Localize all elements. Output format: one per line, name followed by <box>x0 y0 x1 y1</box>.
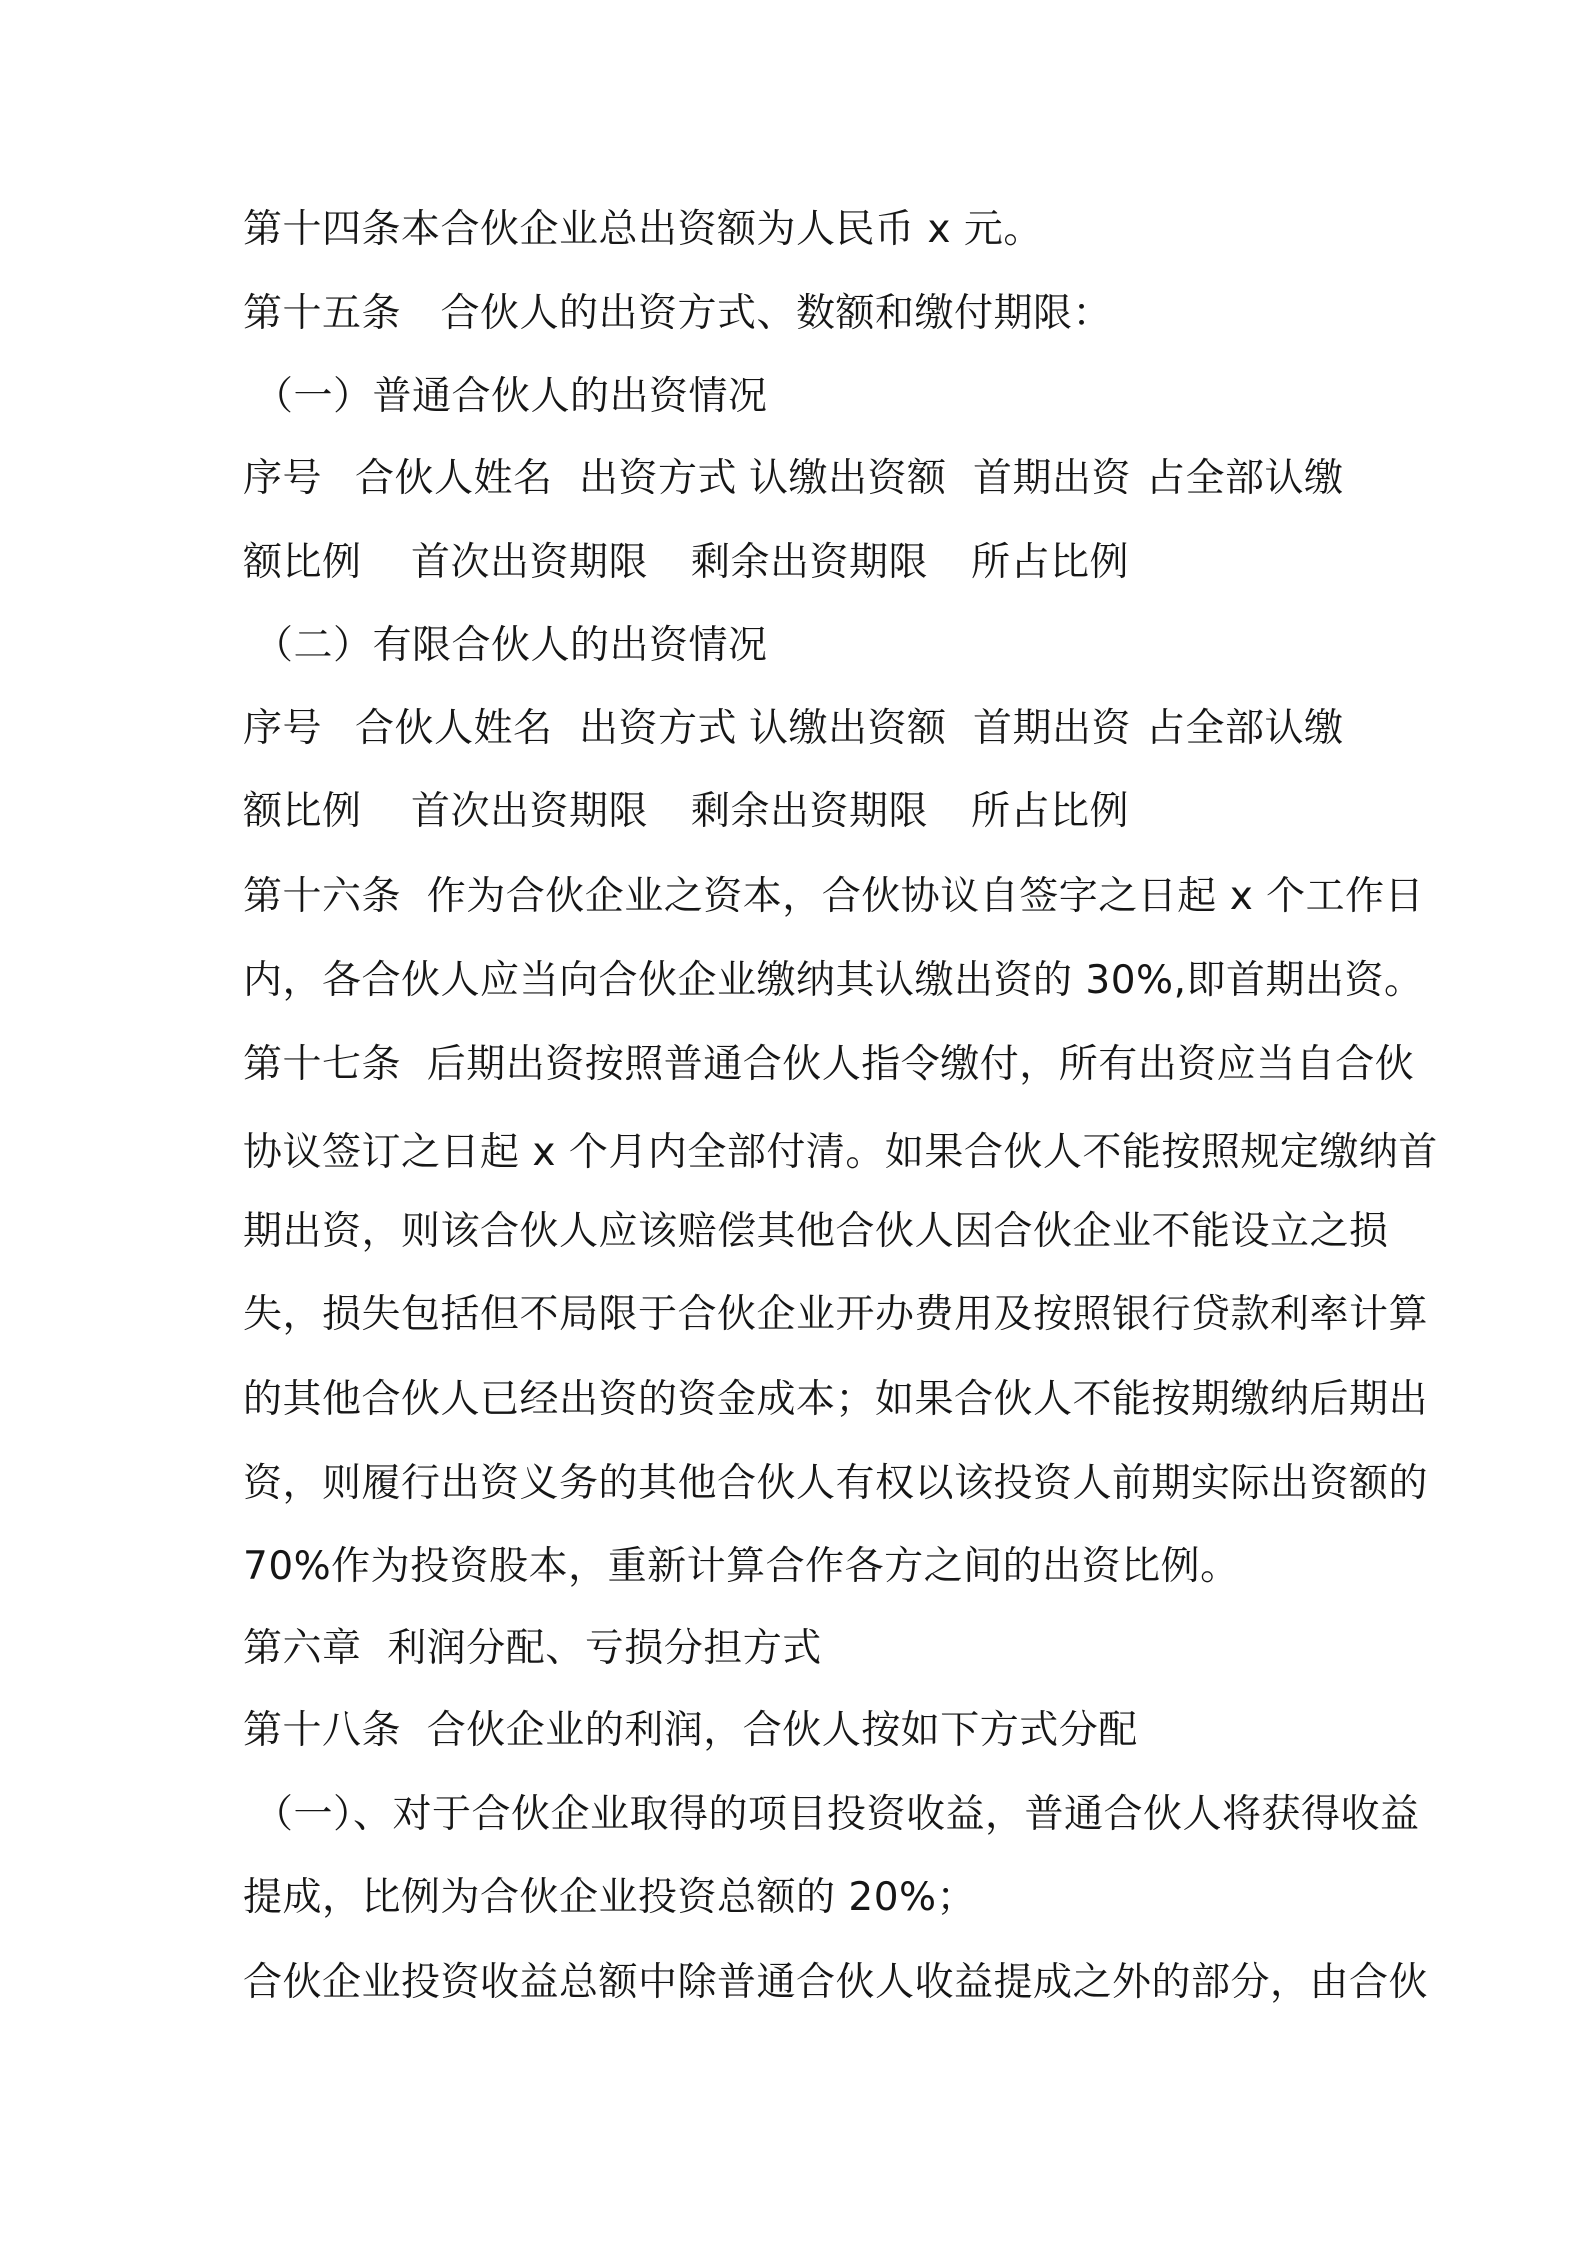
article-15: 第十五条 合伙人的出资方式、数额和缴付期限： <box>243 291 1113 336</box>
table-header-row-1 <box>243 453 1363 505</box>
article-17-line-4: 失，损失包括但不局限于合伙企业开办费用及按照银行贷款利率计算 <box>243 1292 1429 1337</box>
col-serial: 序号 <box>243 706 323 751</box>
article-18-item-1-line-2: 提成，比例为合伙企业投资总额的 20%； <box>243 1875 977 1920</box>
article-17-line-6: 资，则履行出资义务的其他合伙人有权以该投资人前期实际出资额的 <box>243 1461 1429 1506</box>
table-header-row-3 <box>243 703 1363 755</box>
article-16-line-1: 第十六条 作为合伙企业之资本，合伙协议自签字之日起 x 个工作日 <box>243 874 1425 919</box>
col-first-deadline: 首次出资期限 <box>411 789 649 834</box>
table-header-row-4 <box>243 786 1363 838</box>
article-18: 第十八条 合伙企业的利润，合伙人按如下方式分配 <box>243 1708 1138 1753</box>
col-share-ratio: 所占比例 <box>971 540 1130 585</box>
article-18-item-2-line-1: 合伙企业投资收益总额中除普通合伙人收益提成之外的部分，由合伙 <box>243 1960 1429 2005</box>
article-17-line-3: 期出资，则该合伙人应该赔偿其他合伙人因合伙企业不能设立之损 <box>243 1209 1389 1254</box>
article-17-line-1: 第十七条 后期出资按照普通合伙人指令缴付，所有出资应当自合伙 <box>243 1042 1415 1087</box>
article-16-line-2: 内，各合伙人应当向合伙企业缴纳其认缴出资的 30%,即首期出资。 <box>243 958 1424 1003</box>
article-17-line-7: 70%作为投资股本，重新计算合作各方之间的出资比例。 <box>243 1544 1240 1589</box>
col-subscribed-amount: 认缴出资额 <box>749 706 947 751</box>
table-header-row-2 <box>243 537 1363 589</box>
col-share-ratio: 所占比例 <box>971 789 1130 834</box>
col-first-deadline: 首次出资期限 <box>411 540 649 585</box>
section-limited-partner-title: （二）有限合伙人的出资情况 <box>254 623 768 668</box>
col-contribution-method: 出资方式 <box>579 706 738 751</box>
article-18-item-1-line-1: （一）、对于合伙企业取得的项目投资收益，普通合伙人将获得收益 <box>254 1792 1420 1837</box>
col-contribution-method: 出资方式 <box>579 456 738 501</box>
col-remaining-deadline: 剩余出资期限 <box>691 540 929 585</box>
col-first-payment: 首期出资 <box>973 456 1132 501</box>
col-remaining-deadline: 剩余出资期限 <box>691 789 929 834</box>
chapter-6-title: 第六章 利润分配、亏损分担方式 <box>243 1626 822 1671</box>
article-17-line-5: 的其他合伙人已经出资的资金成本；如果合伙人不能按期缴纳后期出 <box>243 1377 1429 1422</box>
col-partner-name: 合伙人姓名 <box>355 706 553 751</box>
article-17-line-2: 协议签订之日起 x 个月内全部付清。如果合伙人不能按照规定缴纳首 <box>243 1130 1438 1175</box>
col-ratio-part2: 额比例 <box>243 540 362 585</box>
article-14: 第十四条本合伙企业总出资额为人民币 x 元。 <box>243 207 1043 252</box>
col-serial: 序号 <box>243 456 323 501</box>
col-ratio-part2: 额比例 <box>243 789 362 834</box>
col-subscribed-amount: 认缴出资额 <box>749 456 947 501</box>
col-partner-name: 合伙人姓名 <box>355 456 553 501</box>
col-first-payment: 首期出资 <box>973 706 1132 751</box>
col-ratio-part1: 占全部认缴 <box>1146 456 1344 501</box>
section-general-partner-title: （一）普通合伙人的出资情况 <box>254 374 768 419</box>
col-ratio-part1: 占全部认缴 <box>1146 706 1344 751</box>
